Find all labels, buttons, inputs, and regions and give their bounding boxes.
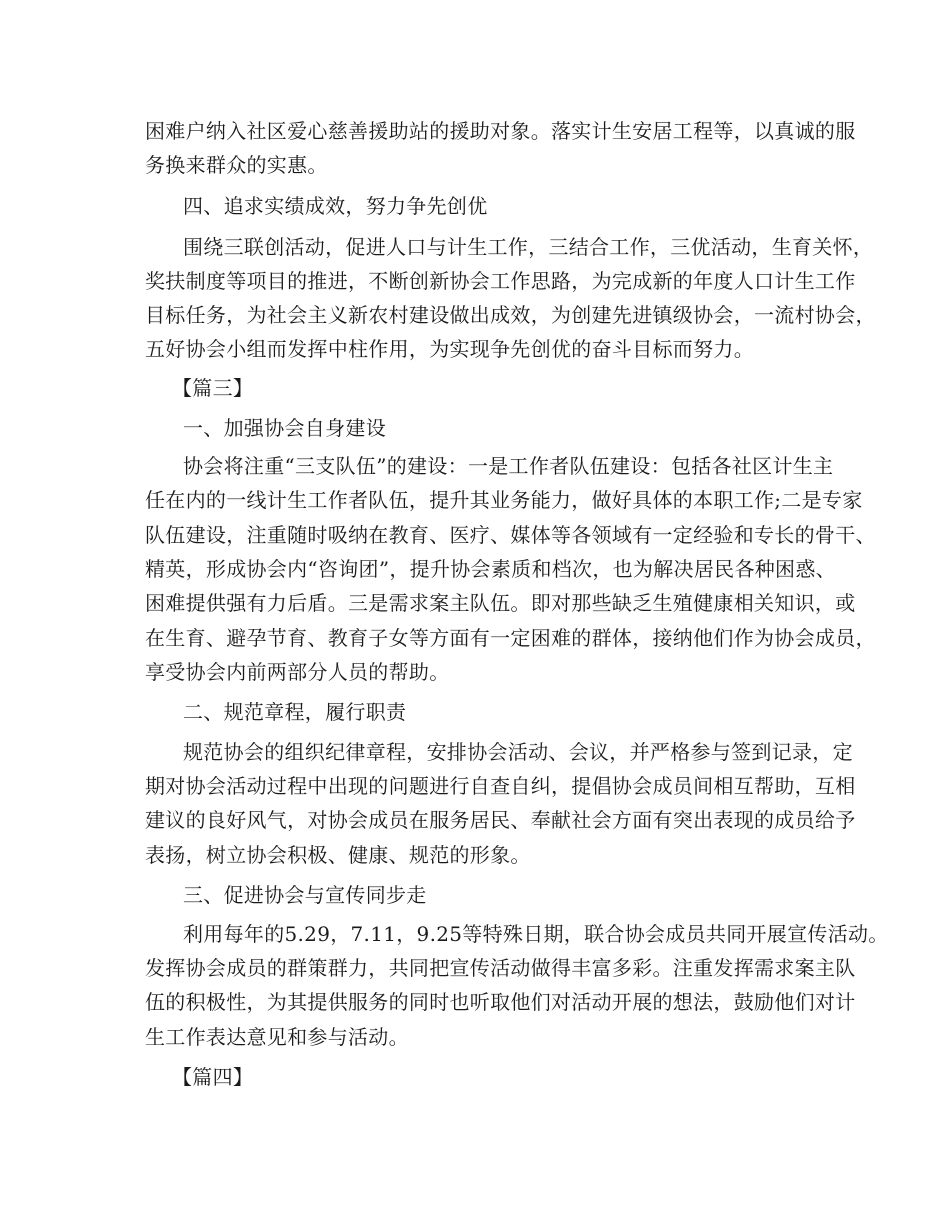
paragraph-line: 围绕三联创活动，促进人口与计生工作，三结合工作，三优活动，生育关怀， <box>183 235 874 259</box>
paragraph-line: 规范协会的组织纪律章程，安排协会活动、会议，并严格参与签到记录，定 <box>183 740 853 764</box>
paragraph-line: 队伍建设，注重随时吸纳在教育、医疗、媒体等各领域有一定经验和专长的骨干、 <box>145 523 876 547</box>
section-heading: 三、促进协会与宣传同步走 <box>183 883 427 907</box>
paragraph-line: 建议的良好风气，对协会成员在服务居民、奉献社会方面有突出表现的成员给予 <box>145 808 856 832</box>
paragraph-line: 享受协会内前两部分人员的帮助。 <box>145 660 450 684</box>
part-heading: 【篇三】 <box>172 376 254 400</box>
section-heading: 二、规范章程，履行职责 <box>183 700 407 724</box>
paragraph-line: 利用每年的5.29，7.11，9.25等特殊日期，联合协会成员共同开展宣传活动。 <box>183 922 889 946</box>
part-heading: 【篇四】 <box>172 1065 254 1089</box>
paragraph-line: 困难提供强有力后盾。三是需求案主队伍。即对那些缺乏生殖健康相关知识，或 <box>145 591 856 615</box>
paragraph-line: 协会将注重“三支队伍”的建设：一是工作者队伍建设：包括各社区计生主 <box>183 454 834 478</box>
paragraph-line: 表扬，树立协会积极、健康、规范的形象。 <box>145 843 531 867</box>
paragraph-line: 期对协会活动过程中出现的问题进行自查自纠，提倡协会成员间相互帮助，互相 <box>145 774 856 798</box>
paragraph-line: 务换来群众的实惠。 <box>145 153 328 177</box>
paragraph-line: 生工作表达意见和参与活动。 <box>145 1025 409 1049</box>
paragraph-line: 任在内的一线计生工作者队伍，提升其业务能力，做好具体的本职工作;二是专家 <box>145 488 863 512</box>
paragraph-line: 在生育、避孕节育、教育子女等方面有一定困难的群体，接纳他们作为协会成员， <box>145 626 876 650</box>
paragraph-line: 目标任务，为社会主义新农村建设做出成效，为创建先进镇级协会，一流村协会， <box>145 303 876 327</box>
paragraph-line: 五好协会小组而发挥中柱作用，为实现争先创优的奋斗目标而努力。 <box>145 337 754 361</box>
paragraph-line: 精英，形成协会内“咨询团”，提升协会素质和档次，也为解决居民各种困惑、 <box>145 557 836 581</box>
paragraph-line: 伍的积极性，为其提供服务的同时也听取他们对活动开展的想法，鼓励他们对计 <box>145 990 856 1014</box>
section-heading: 一、加强协会自身建设 <box>183 416 386 440</box>
section-heading: 四、追求实绩成效，努力争先创优 <box>183 194 488 218</box>
paragraph-line: 困难户纳入社区爱心慈善援助站的援助对象。落实计生安居工程等，以真诚的服 <box>145 119 856 143</box>
paragraph-line: 奖扶制度等项目的推进，不断创新协会工作思路，为完成新的年度人口计生工作 <box>145 269 856 293</box>
paragraph-line: 发挥协会成员的群策群力，共同把宣传活动做得丰富多彩。注重发挥需求案主队 <box>145 956 856 980</box>
